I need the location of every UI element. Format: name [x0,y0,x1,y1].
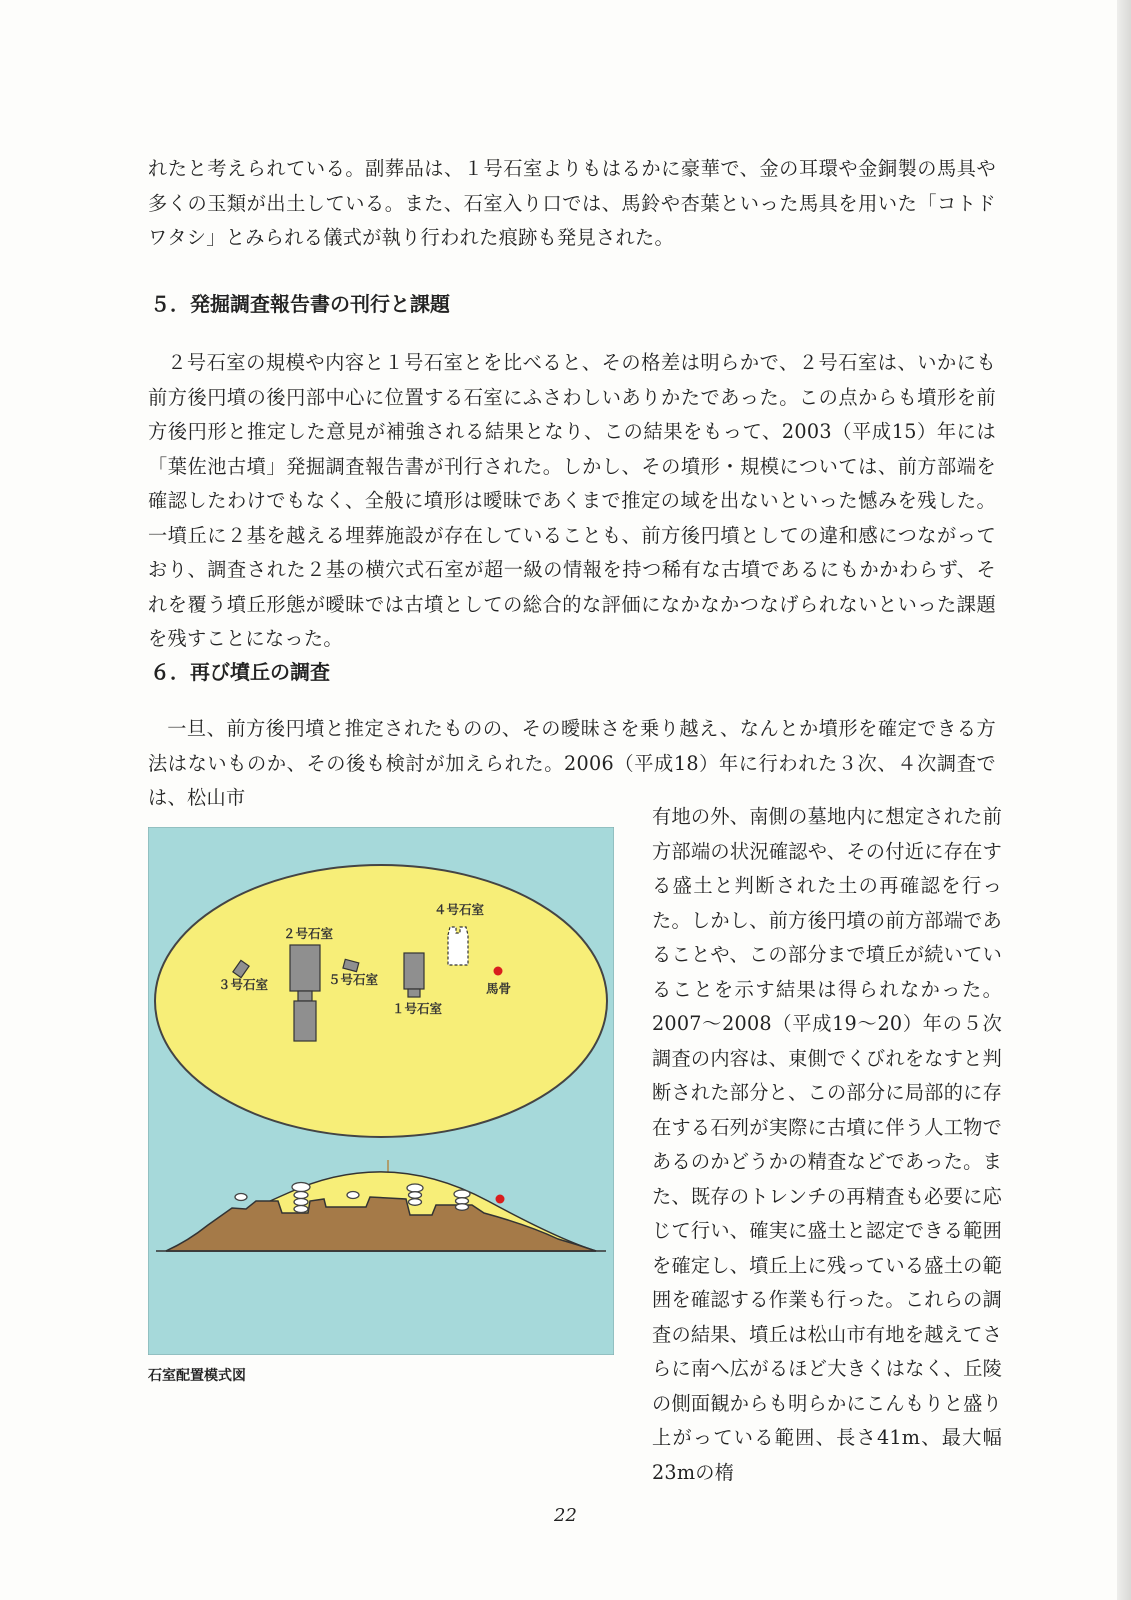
mound-plan-ellipse [155,865,607,1137]
section-5-heading: ５．発掘調査報告書の刊行と課題 [150,292,450,316]
horse-bone-label: 馬骨 [486,981,512,996]
section-6-heading: ６．再び墳丘の調査 [150,660,330,684]
chamber-1-entrance [408,989,420,997]
chamber-5-label: ５号石室 [328,972,379,987]
chamber-2-entrance [298,991,312,1001]
section-6-paragraph-full: 一旦、前方後円墳と推定されたものの、その曖昧さを乗り越え、なんとか墳形を確定できる方法はないものか、その後も検討が加えられた。2006（平成18）年に行われた３次、４次調査では、松山市 [148,717,996,809]
chamber-3-label: ３号石室 [218,977,269,992]
chamber-layout-figure [148,827,614,1355]
chamber-1-shape [404,953,424,989]
chamber-2-shape [290,945,320,991]
horse-bone-marker [494,967,503,976]
section-chamber-5 [347,1192,359,1199]
figure-caption: 石室配置模式図 [148,1368,246,1384]
section-chamber-4-cap [454,1190,470,1198]
chamber-4-label: ４号石室 [434,902,485,917]
chamber-1-label: １号石室 [392,1001,443,1016]
section-horse-bone-marker [496,1195,505,1204]
page-edge-shadow [1117,0,1131,1600]
chamber-2-label: ２号石室 [283,926,334,941]
section-5-paragraph: ２号石室の規模や内容と１号石室とを比べると、その格差は明らかで、２号石室は、いかにも前方後円墳の後円部中心に位置する石室にふさわしいありかたであった。この点からも墳形を前方後円形と推定した意見が補強される結果となり、この結果をもって、2003（平成15）年には「葉佐池古墳」発掘調査報告書が刊行された。しかし、その墳形・規模については、前方部端を確認したわけでもなく、全般に墳形は曖昧であくまで推定の域を出ないといった憾みを残した。一墳丘に２基を越える埋葬施設が存在していることも、前方後円墳としての違和感につながっており、調査された２基の横穴式石室が超一級の情報を持つ稀有な古墳であるにもかかわらず、それを覆う墳丘形態が曖昧では古墳としての総合的な評価になかなかつなげられないといった課題を残すことになった。 [148,351,996,650]
chamber-layout-diagram [148,827,614,1355]
chamber-4-shape [448,927,468,965]
page-number: 22 [554,1505,577,1526]
section-chamber-2-cap [292,1183,310,1192]
intro-paragraph: れたと考えられている。副葬品は、１号石室よりもはるかに豪華で、金の耳環や金銅製の馬具や多くの玉類が出土している。また、石室入り口では、馬鈴や杏葉といった馬具を用いた「コトドワタシ」とみられる儀式が執り行われた痕跡も発見された。 [148,157,996,249]
section-chamber-3 [235,1194,247,1201]
section-chamber-1-cap [407,1184,423,1192]
section-6-paragraph-side: 有地の外、南側の墓地内に想定された前方部端の状況確認や、その付近に存在する盛土と判断された土の再確認を行った。しかし、前方後円墳の前方部端であることや、この部分まで墳丘が続いていることを示す結果は得られなかった。2007〜2008（平成19〜20）年の５次調査の内容は、東側でくびれをなすと判断された部分と、この部分に局部的に存在する石列が実際に古墳に伴う人工物であるのかどうかの精査などであった。また、既存のトレンチの再精査も必要に応じて行い、確実に盛土と認定できる範囲を確定し、墳丘上に残っている盛土の範囲を確認する作業も行った。これらの調査の結果、墳丘は松山市有地を越えてさらに南へ広がるほど大きくはなく、丘陵の側面観からも明らかにこんもりと盛り上がっている範囲、長さ41m、最大幅23mの楕 [652,805,1002,1484]
chamber-2-passage [294,1001,316,1041]
